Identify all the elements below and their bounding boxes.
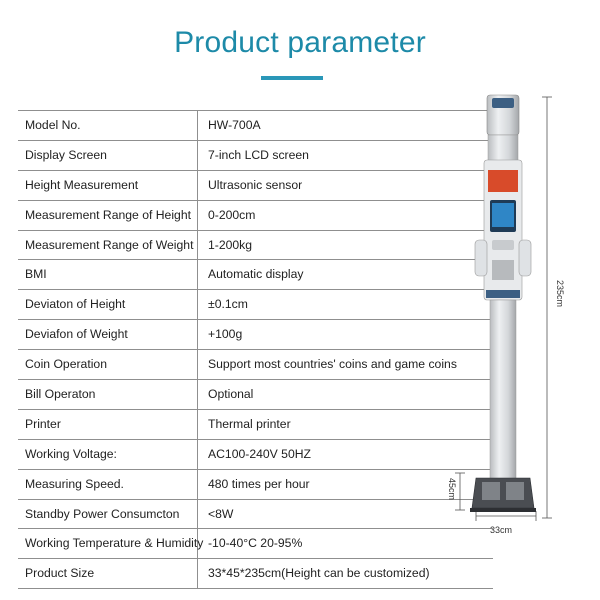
row-value: 33*45*235cm(Height can be customized) [208,566,430,581]
page-title: Product parameter [174,26,426,59]
table-row [18,320,493,350]
row-value: <8W [208,506,234,521]
row-label: Deviafon of Weight [18,320,198,349]
table-row [18,559,493,589]
printer-outlet-icon [492,260,514,280]
scale-base [472,478,534,508]
dimension-height-label: 235cm [555,280,565,308]
row-label: Height Measurement [18,171,198,200]
right-foot-pad [506,482,524,500]
table-row [18,171,493,201]
dimension-width-label: 33cm [490,525,513,535]
row-label: Measurement Range of Height [18,201,198,230]
title-underline [261,76,323,80]
row-label: Standby Power Consumcton [18,500,198,529]
row-value: Thermal printer [208,416,291,431]
table-row [18,380,493,410]
table-row [18,470,493,500]
left-foot-pad [482,482,500,500]
row-label: Working Voltage: [18,440,198,469]
row-label: Measuring Speed. [18,470,198,499]
right-handle [519,240,531,276]
row-value: 0-200cm [208,207,256,222]
row-label: BMI [18,260,198,289]
product-illustration [440,90,600,560]
table-row [18,231,493,261]
base-bottom [470,508,536,512]
row-value: 7-inch LCD screen [208,147,309,162]
table-row [18,290,493,320]
dimension-depth-label: 45cm [447,478,457,501]
table-row [18,260,493,290]
row-value: HW-700A [208,118,261,132]
row-value: 1-200kg [208,237,253,252]
table-row [18,350,493,380]
table-row [18,201,493,231]
coin-slot-icon [492,240,514,250]
parameter-table [18,110,493,589]
label-sticker [488,170,518,192]
left-handle [475,240,487,276]
row-label: Coin Operation [18,350,198,379]
table-row [18,410,493,440]
table-row [18,440,493,470]
row-label: Measurement Range of Weight [18,231,198,260]
row-value: Ultrasonic sensor [208,177,303,192]
row-label: Working Temperature & Humidity [18,529,198,558]
lower-column [490,300,516,480]
table-row [18,110,493,141]
row-label: Bill Operaton [18,380,198,409]
table-row [18,500,493,530]
row-value: Support most countries' coins and game coins [208,357,457,372]
row-label: Product Size [18,559,198,588]
row-value: ±0.1cm [208,297,248,312]
row-value: -10-40°C 20-95% [208,536,303,551]
row-value: AC100-240V 50HZ [208,446,311,461]
row-label: Printer [18,410,198,439]
row-label: Model No. [18,111,198,140]
row-value: +100g [208,327,243,342]
row-value: Automatic display [208,267,304,282]
row-label: Deviaton of Height [18,290,198,319]
panel-base-strip [486,290,520,298]
row-value: 480 times per hour [208,476,310,491]
row-label: Display Screen [18,141,198,170]
table-row [18,141,493,171]
ultrasonic-sensor-icon [492,98,514,108]
table-row [18,529,493,559]
row-value: Optional [208,387,254,402]
